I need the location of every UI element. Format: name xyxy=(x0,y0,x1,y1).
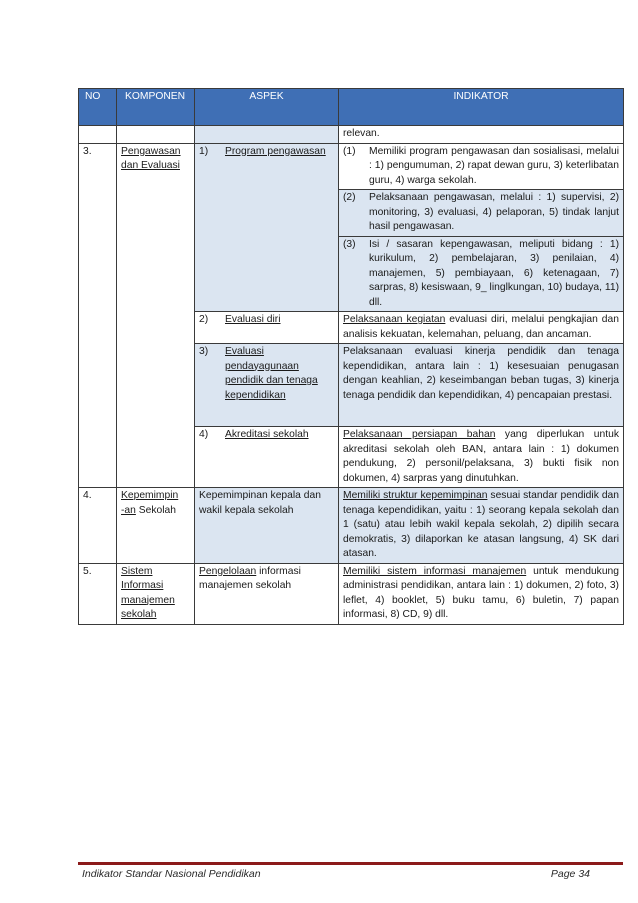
indicator-table xyxy=(78,88,624,625)
indikator-cell: (1) Memiliki program pengawasan dan sosialisasi, melalui : 1) pengumuman, 2) rapat dewan guru, 3) keterlibatan guru, 4) warga sekolah. xyxy=(339,143,624,190)
header-aspek: ASPEK xyxy=(195,89,339,126)
footer-title: Indikator Standar Nasional Pendidikan xyxy=(82,868,261,880)
aspek-cell: 2) Evaluasi diri xyxy=(195,312,339,344)
indikator-cell: Pelaksanaan evaluasi kinerja pendidik dan tenaga kependidikan, antara lain : 1) kesesuaian penugasan dengan keahlian, 2) keseimbangan beban tugas, 3) kinerja tenaga pendidik dan kependidikan, 4) pencapaian prestasi. xyxy=(339,344,624,427)
header-indikator: INDIKATOR xyxy=(339,89,624,126)
row-komponen: Sistem Informasi manajemen sekolah xyxy=(117,563,195,624)
indikator-cell: Pelaksanaan persiapan bahan yang diperlukan untuk akreditasi sekolah oleh BAN, antara lain : 1) dokumen pendukung, 2) personil/pelaksana, 3) bukti fisik non dokumen, 4) sarpras yang dinutuhkan. xyxy=(339,427,624,488)
header-no: NO xyxy=(79,89,117,126)
row-number: 3. xyxy=(79,143,117,488)
aspek-cell: 3) Evaluasi pendayagunaan pendidik dan tenaga kependidikan xyxy=(195,344,339,427)
indikator-cell: Memiliki struktur kepemimpinan sesuai standar pendidik dan tenaga kependidikan, yaitu : 1) seorang kepala sekolah dan 1 (satu) atau lebih wakil kepala sekolah, 2) dipilih secara demokratis, 3) dilaporkan ke atasan langsung, 4) SK dari atasan. xyxy=(339,488,624,564)
table-row xyxy=(79,488,624,564)
aspek-cell: 1) Program pengawasan xyxy=(195,143,339,312)
aspek-cell: 4) Akreditasi sekolah xyxy=(195,427,339,488)
aspek-cell: Kepemimpinan kepala dan wakil kepala sekolah xyxy=(195,488,339,564)
continuation-row xyxy=(79,126,624,144)
footer-rule xyxy=(78,862,623,865)
continuation-text: relevan. xyxy=(343,128,380,139)
indikator-cell: Memiliki sistem informasi manajemen untuk mendukung administrasi pendidikan, antara lain : 1) dokumen, 2) foto, 3) leflet, 4) booklet, 5) buku tamu, 6) buletin, 7) papan informasi, 8) CD, 9) dll. xyxy=(339,563,624,624)
indikator-cell: Pelaksanaan kegiatan evaluasi diri, melalui pengkajian dan analisis kekuatan, kelemahan, peluang, dan ancaman. xyxy=(339,312,624,344)
table-row xyxy=(79,143,624,190)
row-number: 5. xyxy=(79,563,117,624)
aspek-cell: Pengelolaan informasi manajemen sekolah xyxy=(195,563,339,624)
indikator-cell: (2) Pelaksanaan pengawasan, melalui : 1) supervisi, 2) monitoring, 3) evaluasi, 4) pelaporan, 5) tindak lanjut hasil pengawasan. xyxy=(339,190,624,237)
header-komponen: KOMPONEN xyxy=(117,89,195,126)
table-header-row xyxy=(79,89,624,126)
row-komponen: Kepemimpin -an Sekolah xyxy=(117,488,195,564)
row-number: 4. xyxy=(79,488,117,564)
page-number: Page 34 xyxy=(550,868,590,880)
row-komponen: Pengawasan dan Evaluasi xyxy=(117,143,195,488)
table-row xyxy=(79,563,624,624)
indikator-cell: (3) Isi / sasaran kepengawasan, meliputi bidang : 1) kurikulum, 2) pembelajaran, 3) penilaian, 4) manajemen, 5) pembiayaan, 6) ketenagaan, 7) sarpras, 8) kesiswaan, 9_ linglkungan, 10) budaya, 11) dll. xyxy=(339,236,624,312)
